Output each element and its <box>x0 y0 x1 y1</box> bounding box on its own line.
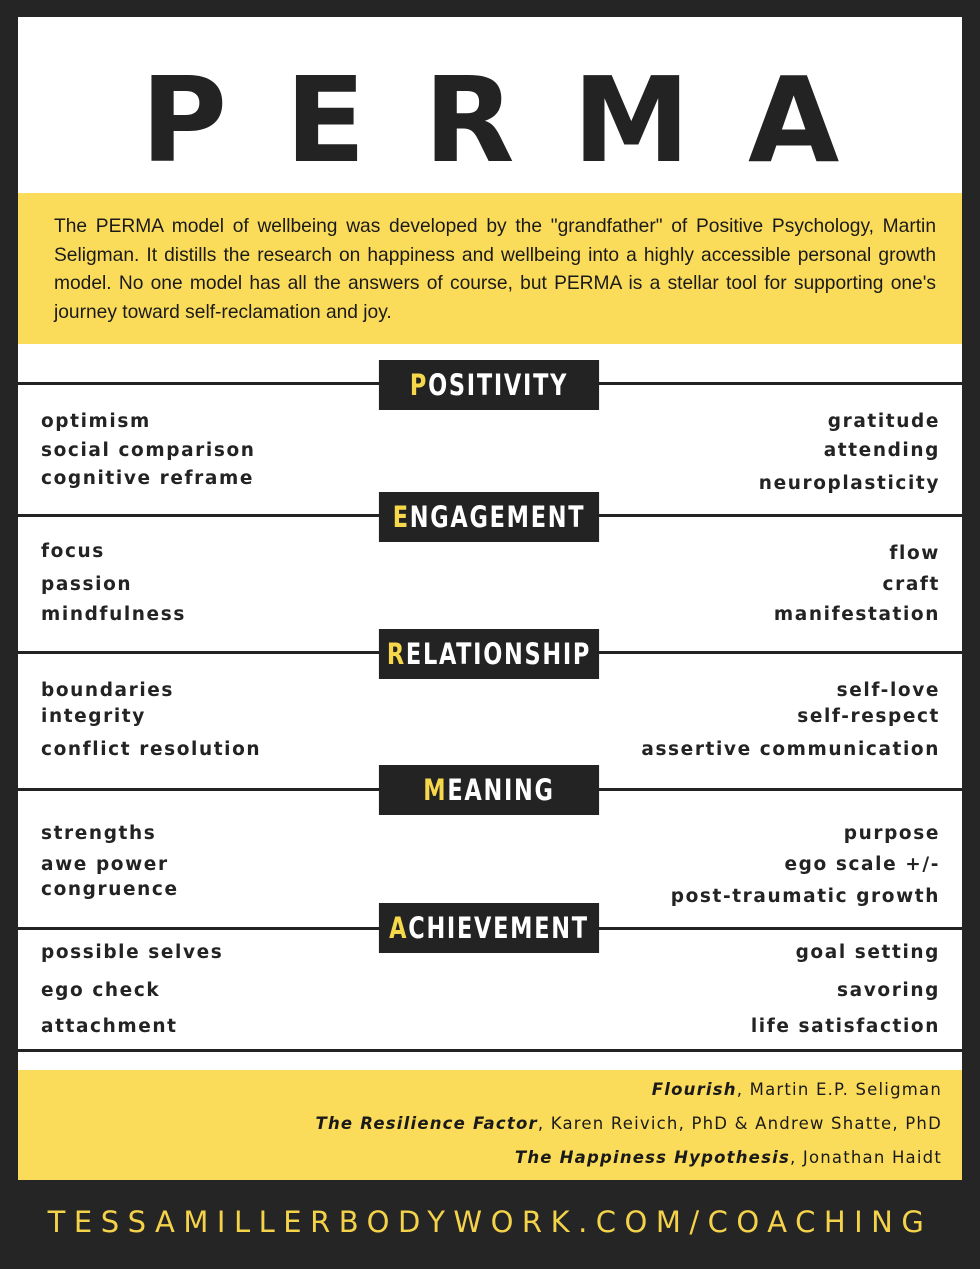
relationship-right-item: self-respect <box>797 706 940 727</box>
footer-url[interactable]: TESSAMILLERBODYWORK.COM/COACHING <box>47 1205 933 1239</box>
meaning-left-item: strengths <box>41 823 157 844</box>
section-label-rest: CHIEVEMENT <box>408 911 589 945</box>
intro-panel <box>18 193 962 344</box>
reference-author: , Martin E.P. Seligman <box>736 1080 942 1099</box>
positivity-right-item: gratitude <box>827 411 940 432</box>
engagement-right-item: manifestation <box>773 604 940 625</box>
engagement-left-item: passion <box>41 574 133 595</box>
achievement-left-item: possible selves <box>41 942 224 963</box>
section-label-relationship <box>379 629 599 679</box>
relationship-right-item: assertive communication <box>641 739 940 760</box>
section-initial: P <box>409 368 429 402</box>
reference-line <box>652 1079 942 1101</box>
section-label-rest: NGAGEMENT <box>409 500 586 534</box>
section-label-engagement <box>379 492 599 542</box>
section-label-meaning <box>379 765 599 815</box>
section-initial: A <box>389 911 409 945</box>
meaning-left-item: congruence <box>41 879 179 900</box>
section-label-rest: OSITIVITY <box>428 368 569 402</box>
intro-text: The PERMA model of wellbeing was developed by the "grandfather" of Positive Psychology, Martin Seligman. It distills the research on happiness and wellbeing into a highly accessible personal growth model. No one model has all the answers of course, but PERMA is a stellar tool for supporting one's journey toward self-reclamation and joy. <box>54 216 936 323</box>
section-label-rest: EANING <box>447 773 555 807</box>
relationship-right-item: self-love <box>836 680 940 701</box>
positivity-right-item: neuroplasticity <box>758 473 940 494</box>
engagement-right-item: craft <box>882 574 940 595</box>
achievement-right-item: savoring <box>837 980 940 1001</box>
section-label-rest: ELATIONSHIP <box>405 637 592 671</box>
section-rule <box>18 1049 962 1052</box>
perma-card <box>18 17 962 1180</box>
achievement-right-item: goal setting <box>795 942 940 963</box>
achievement-left-item: attachment <box>41 1016 178 1037</box>
positivity-left-item: cognitive reframe <box>41 468 255 489</box>
meaning-right-item: post-traumatic growth <box>670 886 940 907</box>
reference-book: Flourish <box>651 1080 737 1099</box>
positivity-left-item: social comparison <box>41 440 256 461</box>
reference-author: , Karen Reivich, PhD & Andrew Shatte, PhD <box>537 1114 942 1133</box>
section-label-achievement <box>379 903 599 953</box>
engagement-right-item: flow <box>889 543 940 564</box>
section-initial: R <box>386 637 406 671</box>
reference-line <box>515 1147 942 1169</box>
positivity-left-item: optimism <box>41 411 151 432</box>
achievement-right-item: life satisfaction <box>750 1016 940 1037</box>
achievement-left-item: ego check <box>41 980 161 1001</box>
references-panel <box>18 1070 962 1180</box>
reference-author: , Jonathan Haidt <box>789 1148 942 1167</box>
meaning-right-item: purpose <box>843 823 940 844</box>
reference-book: The Resilience Factor <box>315 1114 538 1133</box>
engagement-left-item: focus <box>41 541 105 562</box>
reference-book: The Happiness Hypothesis <box>514 1148 790 1167</box>
section-initial: M <box>423 773 448 807</box>
relationship-left-item: boundaries <box>41 680 175 701</box>
engagement-left-item: mindfulness <box>41 604 186 625</box>
relationship-left-item: integrity <box>41 706 146 727</box>
positivity-right-item: attending <box>823 440 940 461</box>
meaning-left-item: awe power <box>41 854 169 875</box>
relationship-left-item: conflict resolution <box>41 739 262 760</box>
meaning-right-item: ego scale +/- <box>784 854 940 875</box>
page-title: PERMA <box>140 51 898 189</box>
reference-line <box>316 1113 942 1135</box>
section-label-positivity <box>379 360 599 410</box>
section-initial: E <box>392 500 410 534</box>
